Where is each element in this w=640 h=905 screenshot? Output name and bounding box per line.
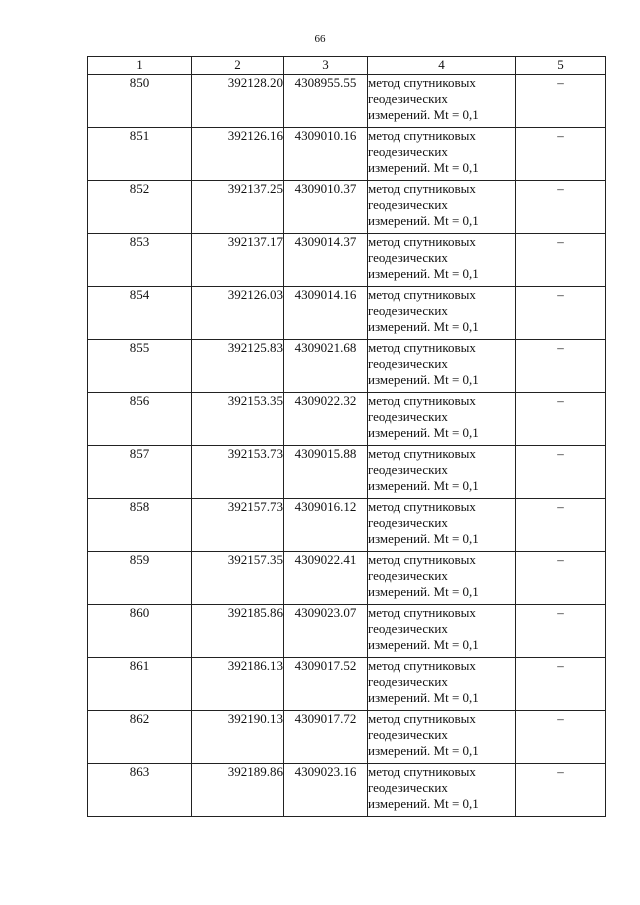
method-line: измерений. Mt = 0,1 — [368, 743, 479, 758]
column-header-5: 5 — [516, 57, 606, 75]
table-row — [88, 446, 606, 499]
method-cell — [368, 234, 516, 287]
y-coordinate-cell: 4309016.12 — [284, 499, 368, 552]
page-number: 66 — [314, 33, 326, 45]
table-row — [88, 287, 606, 340]
table-row — [88, 393, 606, 446]
table-row — [88, 658, 606, 711]
y-coordinate-cell: 4309010.37 — [284, 181, 368, 234]
column-header-3: 3 — [284, 57, 368, 75]
method-line: метод спутниковых — [368, 340, 476, 355]
table-row — [88, 75, 606, 128]
column-5-cell: – — [516, 393, 606, 446]
method-line: измерений. Mt = 0,1 — [368, 266, 479, 281]
method-line: метод спутниковых — [368, 446, 476, 461]
method-line: метод спутниковых — [368, 287, 476, 302]
x-coordinate-cell: 392128.20 — [192, 75, 284, 128]
point-number-cell: 861 — [88, 658, 192, 711]
method-cell — [368, 499, 516, 552]
table-row — [88, 711, 606, 764]
column-5-cell: – — [516, 499, 606, 552]
point-number-cell: 857 — [88, 446, 192, 499]
method-line: измерений. Mt = 0,1 — [368, 478, 479, 493]
y-coordinate-cell: 4309017.52 — [284, 658, 368, 711]
point-number-cell: 863 — [88, 764, 192, 817]
table-row — [88, 181, 606, 234]
method-line: метод спутниковых — [368, 128, 476, 143]
method-line: метод спутниковых — [368, 181, 476, 196]
x-coordinate-cell: 392125.83 — [192, 340, 284, 393]
method-line: геодезических — [368, 568, 448, 583]
table-row — [88, 499, 606, 552]
method-line: измерений. Mt = 0,1 — [368, 107, 479, 122]
method-line: измерений. Mt = 0,1 — [368, 637, 479, 652]
method-cell — [368, 446, 516, 499]
x-coordinate-cell: 392157.35 — [192, 552, 284, 605]
x-coordinate-cell: 392153.35 — [192, 393, 284, 446]
method-cell — [368, 658, 516, 711]
point-number-cell: 850 — [88, 75, 192, 128]
method-cell — [368, 128, 516, 181]
column-header-1: 1 — [88, 57, 192, 75]
table-row — [88, 128, 606, 181]
method-line: измерений. Mt = 0,1 — [368, 372, 479, 387]
column-5-cell: – — [516, 552, 606, 605]
method-line: метод спутниковых — [368, 711, 476, 726]
table-row — [88, 552, 606, 605]
method-cell — [368, 181, 516, 234]
method-line: метод спутниковых — [368, 393, 476, 408]
method-line: метод спутниковых — [368, 605, 476, 620]
method-line: измерений. Mt = 0,1 — [368, 531, 479, 546]
method-line: геодезических — [368, 780, 448, 795]
column-5-cell: – — [516, 764, 606, 817]
method-cell — [368, 711, 516, 764]
method-line: геодезических — [368, 144, 448, 159]
column-5-cell: – — [516, 287, 606, 340]
y-coordinate-cell: 4309022.41 — [284, 552, 368, 605]
method-line: геодезических — [368, 409, 448, 424]
x-coordinate-cell: 392190.13 — [192, 711, 284, 764]
y-coordinate-cell: 4309022.32 — [284, 393, 368, 446]
method-line: метод спутниковых — [368, 499, 476, 514]
y-coordinate-cell: 4309023.07 — [284, 605, 368, 658]
column-5-cell: – — [516, 340, 606, 393]
method-cell — [368, 393, 516, 446]
table-header-row — [88, 57, 606, 75]
column-header-4: 4 — [368, 57, 516, 75]
method-line: геодезических — [368, 621, 448, 636]
y-coordinate-cell: 4308955.55 — [284, 75, 368, 128]
x-coordinate-cell: 392185.86 — [192, 605, 284, 658]
table-body — [88, 75, 606, 817]
point-number-cell: 853 — [88, 234, 192, 287]
method-line: метод спутниковых — [368, 234, 476, 249]
table-row — [88, 764, 606, 817]
y-coordinate-cell: 4309017.72 — [284, 711, 368, 764]
method-cell — [368, 75, 516, 128]
method-line: измерений. Mt = 0,1 — [368, 160, 479, 175]
point-number-cell: 854 — [88, 287, 192, 340]
method-line: измерений. Mt = 0,1 — [368, 213, 479, 228]
method-cell — [368, 287, 516, 340]
method-line: геодезических — [368, 462, 448, 477]
column-5-cell: – — [516, 711, 606, 764]
method-line: геодезических — [368, 303, 448, 318]
y-coordinate-cell: 4309023.16 — [284, 764, 368, 817]
method-line: метод спутниковых — [368, 75, 476, 90]
table-row — [88, 340, 606, 393]
point-number-cell: 860 — [88, 605, 192, 658]
y-coordinate-cell: 4309015.88 — [284, 446, 368, 499]
point-number-cell: 851 — [88, 128, 192, 181]
y-coordinate-cell: 4309014.16 — [284, 287, 368, 340]
column-5-cell: – — [516, 128, 606, 181]
method-line: измерений. Mt = 0,1 — [368, 690, 479, 705]
method-line: метод спутниковых — [368, 552, 476, 567]
method-line: измерений. Mt = 0,1 — [368, 425, 479, 440]
method-cell — [368, 552, 516, 605]
column-5-cell: – — [516, 605, 606, 658]
column-header-2: 2 — [192, 57, 284, 75]
method-line: геодезических — [368, 197, 448, 212]
point-number-cell: 862 — [88, 711, 192, 764]
point-number-cell: 852 — [88, 181, 192, 234]
method-line: метод спутниковых — [368, 658, 476, 673]
method-line: геодезических — [368, 356, 448, 371]
y-coordinate-cell: 4309021.68 — [284, 340, 368, 393]
x-coordinate-cell: 392137.25 — [192, 181, 284, 234]
point-number-cell: 859 — [88, 552, 192, 605]
method-line: геодезических — [368, 91, 448, 106]
method-line: геодезических — [368, 674, 448, 689]
column-5-cell: – — [516, 75, 606, 128]
x-coordinate-cell: 392189.86 — [192, 764, 284, 817]
method-cell — [368, 340, 516, 393]
x-coordinate-cell: 392186.13 — [192, 658, 284, 711]
column-5-cell: – — [516, 181, 606, 234]
column-5-cell: – — [516, 446, 606, 499]
method-line: геодезических — [368, 515, 448, 530]
method-cell — [368, 764, 516, 817]
point-number-cell: 855 — [88, 340, 192, 393]
method-line: геодезических — [368, 250, 448, 265]
x-coordinate-cell: 392153.73 — [192, 446, 284, 499]
method-cell — [368, 605, 516, 658]
method-line: измерений. Mt = 0,1 — [368, 584, 479, 599]
x-coordinate-cell: 392137.17 — [192, 234, 284, 287]
column-5-cell: – — [516, 658, 606, 711]
method-line: геодезических — [368, 727, 448, 742]
y-coordinate-cell: 4309010.16 — [284, 128, 368, 181]
table-row — [88, 234, 606, 287]
method-line: измерений. Mt = 0,1 — [368, 319, 479, 334]
x-coordinate-cell: 392126.03 — [192, 287, 284, 340]
y-coordinate-cell: 4309014.37 — [284, 234, 368, 287]
x-coordinate-cell: 392157.73 — [192, 499, 284, 552]
method-line: измерений. Mt = 0,1 — [368, 796, 479, 811]
x-coordinate-cell: 392126.16 — [192, 128, 284, 181]
table-row — [88, 605, 606, 658]
point-number-cell: 856 — [88, 393, 192, 446]
point-number-cell: 858 — [88, 499, 192, 552]
column-5-cell: – — [516, 234, 606, 287]
coordinates-table — [87, 56, 606, 817]
method-line: метод спутниковых — [368, 764, 476, 779]
